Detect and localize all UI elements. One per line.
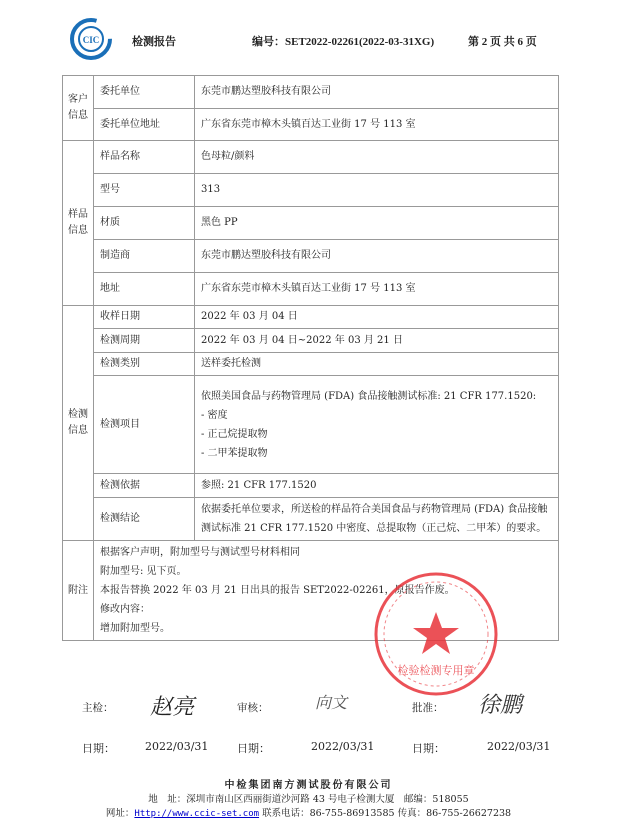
row-value: 广东省东莞市樟木头镇百达工业街 17 号 113 室 xyxy=(195,109,559,141)
approver-label: 批准： xyxy=(412,702,444,714)
note-line: 附加型号: 见下页。 xyxy=(100,566,187,577)
inspector-label: 主检： xyxy=(82,702,114,714)
cic-logo xyxy=(70,18,112,60)
footer-company: 中检集团南方测试股份有限公司 xyxy=(224,780,393,791)
row-label: 收样日期 xyxy=(94,306,195,329)
row-label: 检测类别 xyxy=(94,353,195,376)
test-items-line: 依照美国食品与药物管理局 (FDA) 食品接触测试标准: 21 CFR 177.1520: xyxy=(201,390,537,402)
footer-contact xyxy=(0,805,617,819)
note-line: 本报告替换 2022 年 03 月 21 日出具的报告 SET2022-02261，原报告作废。 xyxy=(100,585,455,596)
row-label: 委托单位 xyxy=(94,76,195,109)
test-items xyxy=(195,376,559,474)
report-title: 检测报告 xyxy=(132,36,176,48)
web-label: 网址： xyxy=(105,808,135,819)
svg-text:CIC: CIC xyxy=(82,35,100,45)
row-label: 检测结论 xyxy=(94,498,195,541)
row-value: 2022 年 03 月 04 日~2022 年 03 月 21 日 xyxy=(195,329,559,353)
group-notes: 附注 xyxy=(63,541,94,641)
row-value: 313 xyxy=(195,174,559,207)
footer-address: 地 址：深圳市南山区西丽街道沙河路 43 号电子检测大厦 邮编：518055 xyxy=(148,794,469,805)
row-value: 色母粒/颜料 xyxy=(195,141,559,174)
row-label: 地址 xyxy=(94,273,195,306)
row-label: 材质 xyxy=(94,207,195,240)
row-value: 送样委托检测 xyxy=(195,353,559,376)
row-label: 样品名称 xyxy=(94,141,195,174)
official-stamp xyxy=(372,570,500,698)
inspector-date: 2022/03/31 xyxy=(145,740,209,753)
row-value: 广东省东莞市樟木头镇百达工业街 17 号 113 室 xyxy=(195,273,559,306)
group-customer: 客户 信息 xyxy=(63,76,94,141)
row-value: 2022 年 03 月 04 日 xyxy=(195,306,559,329)
reviewer-signature: 向文 xyxy=(315,693,348,712)
note-line: 修改内容： xyxy=(100,604,150,615)
row-value: 东莞市鹏达塑胶科技有限公司 xyxy=(195,240,559,273)
date-label: 日期： xyxy=(412,742,445,755)
svg-text:检验检测专用章: 检验检测专用章 xyxy=(397,664,475,677)
reviewer-date: 2022/03/31 xyxy=(311,740,375,753)
note-line: 根据客户声明，附加型号与测试型号材料相同 xyxy=(100,547,300,558)
report-number: 编号：SET2022-02261(2022-03-31XG) xyxy=(252,36,435,48)
row-value: 依据委托单位要求，所送检的样品符合美国食品与药物管理局 (FDA) 食品接触测试标准 21 CFR 177.1520 中密度、总提取物（正己烷、二甲苯）的要求。 xyxy=(195,498,559,541)
row-value: 东莞市鹏达塑胶科技有限公司 xyxy=(195,76,559,109)
row-value: 黑色 PP xyxy=(195,207,559,240)
note-line: 增加附加型号。 xyxy=(100,623,170,634)
approver-signature: 徐鹏 xyxy=(478,693,523,718)
page-number: 第 2 页 共 6 页 xyxy=(468,36,537,48)
row-label: 委托单位地址 xyxy=(94,109,195,141)
phone-fax: 联系电话：86-755-86913585 传真：86-755-26627238 xyxy=(259,808,512,819)
test-items-line: - 正己烷提取物 xyxy=(201,428,268,440)
approver-date: 2022/03/31 xyxy=(487,740,551,753)
inspector-signature: 赵亮 xyxy=(150,695,195,720)
date-label: 日期： xyxy=(82,742,115,755)
row-label: 型号 xyxy=(94,174,195,207)
report-header xyxy=(70,18,560,62)
row-label: 检测项目 xyxy=(94,376,195,474)
date-label: 日期： xyxy=(237,742,270,755)
group-test: 检测 信息 xyxy=(63,306,94,541)
row-label: 检测依据 xyxy=(94,474,195,498)
test-items-line: - 二甲苯提取物 xyxy=(201,447,268,459)
row-label: 检测周期 xyxy=(94,329,195,353)
reviewer-label: 审核： xyxy=(237,702,269,714)
test-items-line: - 密度 xyxy=(201,409,228,421)
info-table xyxy=(62,75,559,641)
row-value: 参照: 21 CFR 177.1520 xyxy=(195,474,559,498)
group-sample: 样品 信息 xyxy=(63,141,94,306)
website-link[interactable]: Http://www.ccic-set.com xyxy=(134,809,260,819)
row-label: 制造商 xyxy=(94,240,195,273)
